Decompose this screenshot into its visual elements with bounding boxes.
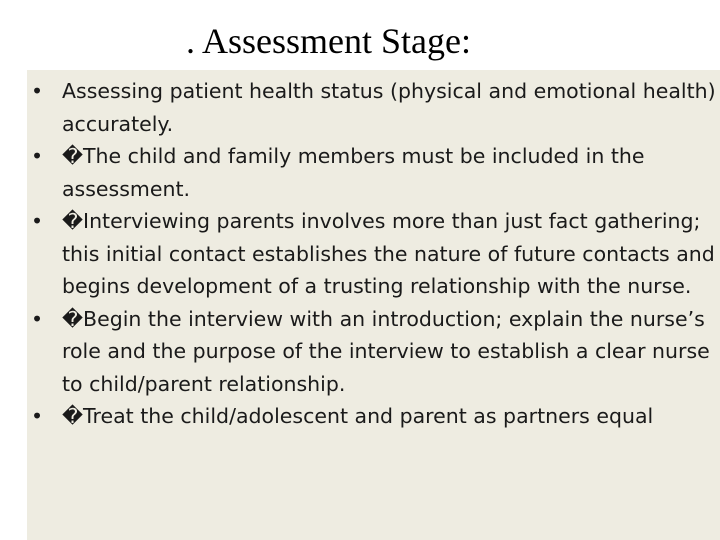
bullet-text: �Begin the interview with an introduction; explain the nurse’s role and the purpose of the interview to establish a clear nurse to child/parent relationship. (62, 306, 710, 396)
bullet-icon: • (31, 79, 44, 103)
bullet-text: �Treat the child/adolescent and parent as partners equal (62, 404, 654, 428)
list-item (27, 400, 717, 433)
bullet-text: �Interviewing parents involves more than just fact gathering; this initial contact establishes the nature of future contacts and begins development of a trusting relationship with the nurse. (62, 209, 715, 298)
list-item (27, 140, 717, 205)
bullet-text: Assessing patient health status (physical and emotional health) accurately. (62, 79, 716, 136)
list-item (27, 205, 717, 303)
bullet-icon: • (31, 144, 44, 168)
slide-title: . Assessment Stage: (186, 21, 471, 61)
list-item (27, 75, 717, 140)
bullet-icon: • (31, 306, 44, 331)
bullet-icon: • (31, 404, 44, 428)
bullet-icon: • (31, 209, 44, 233)
bullet-list (27, 75, 717, 433)
bullet-text: �The child and family members must be included in the assessment. (62, 144, 645, 201)
list-item (27, 303, 717, 401)
